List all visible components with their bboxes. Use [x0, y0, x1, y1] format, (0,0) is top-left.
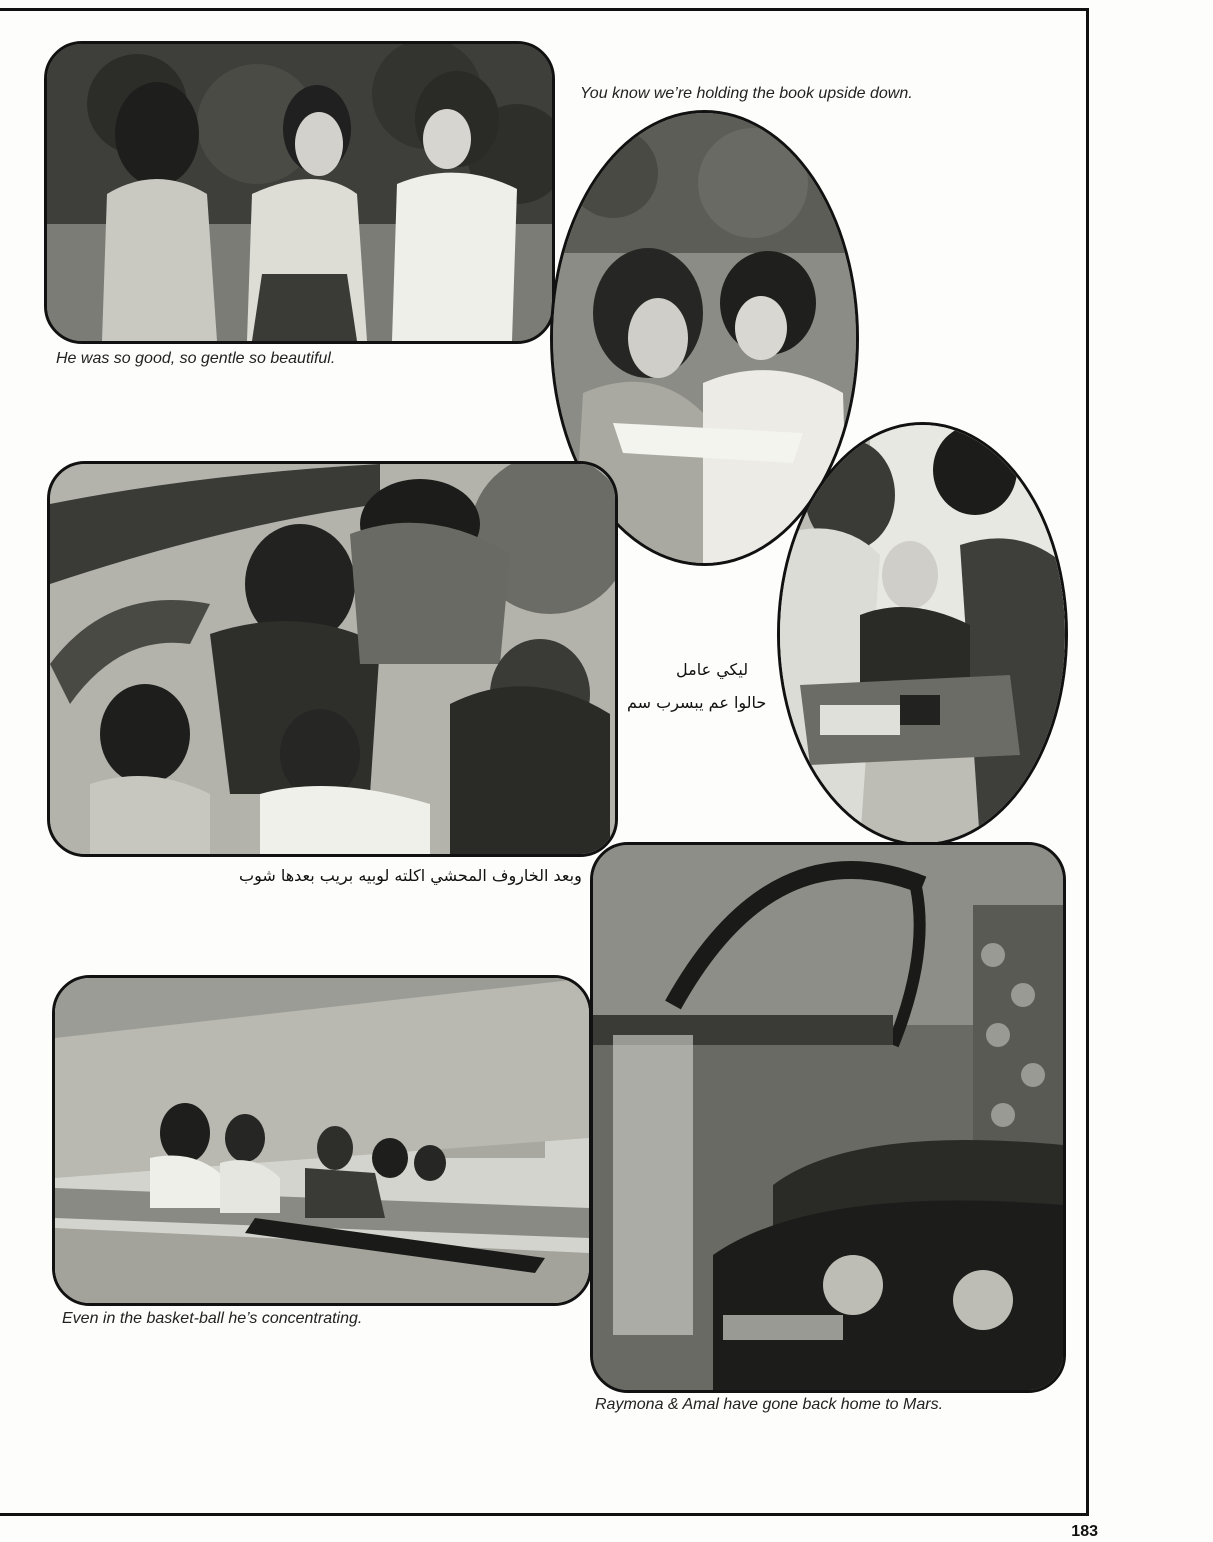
photo-cars-parking [590, 842, 1066, 1393]
caption-three-women: He was so good, so gentle so beautiful. [56, 350, 336, 367]
page-number: 183 [1071, 1523, 1098, 1540]
photo-three-women [44, 41, 555, 344]
photo-office-desk [777, 422, 1068, 846]
caption-steps-sitting: Even in the basket-ball he’s concentrating. [62, 1310, 363, 1327]
caption-office-line1: ليكي عامل [676, 660, 749, 679]
photo-group-tree [47, 461, 618, 857]
caption-group-tree: وبعد الخاروف المحشي اكلته لوبيه بريب بعدها شوب [239, 866, 582, 885]
caption-cars-parking: Raymona & Amal have gone back home to Mars. [595, 1396, 944, 1413]
caption-book-reading: You know we’re holding the book upside down. [580, 85, 913, 102]
caption-office-line2: حالوا عم يبسرب سم [627, 693, 767, 712]
photo-steps-sitting [52, 975, 592, 1306]
